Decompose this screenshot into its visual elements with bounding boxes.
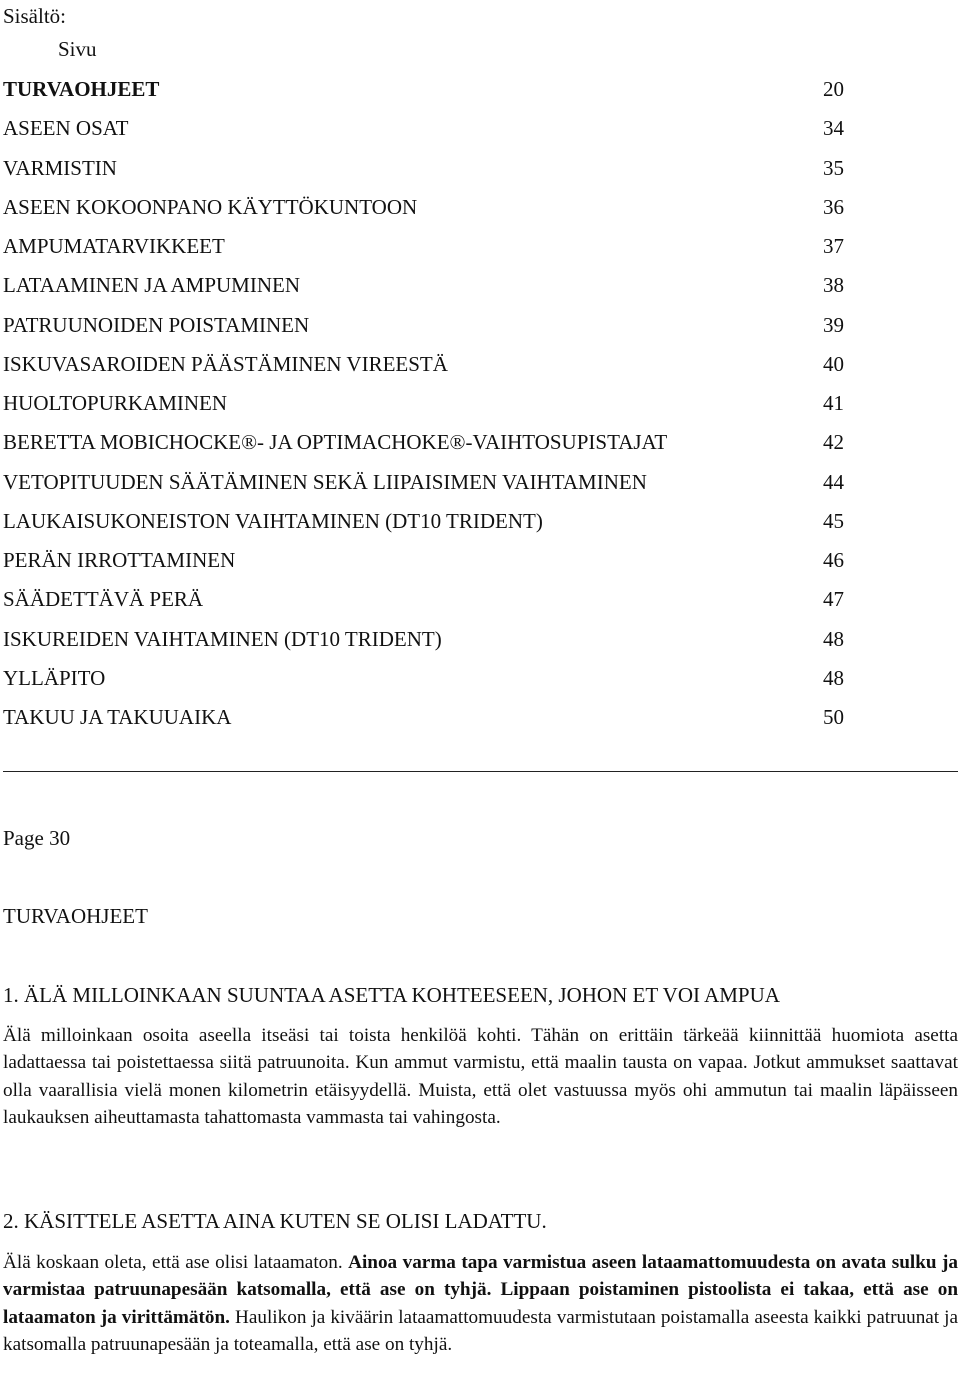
toc-item <box>3 429 853 468</box>
toc-item <box>3 312 853 351</box>
toc-item-page: 47 <box>823 587 844 612</box>
toc-item <box>3 469 853 508</box>
toc-item <box>3 665 853 704</box>
toc-item-title: ASEEN OSAT <box>3 116 129 141</box>
toc-item-title: LAUKAISUKONEISTON VAIHTAMINEN (DT10 TRIDENT) <box>3 508 543 533</box>
toc-item <box>3 547 853 586</box>
toc-item-title: TAKUU JA TAKUUAIKA <box>3 705 232 729</box>
toc-item-page: 34 <box>823 116 844 141</box>
toc-item-page: 42 <box>823 430 844 455</box>
toc-item-title: VARMISTIN <box>3 155 117 180</box>
toc-item <box>3 626 853 665</box>
toc-item <box>3 586 853 625</box>
toc-item <box>3 704 853 743</box>
toc-item <box>3 233 853 272</box>
toc-item-page: 36 <box>823 194 844 219</box>
toc-heading: Sisältö: <box>3 4 67 28</box>
toc-item-page: 48 <box>823 665 844 690</box>
toc-item-page: 50 <box>823 705 844 729</box>
toc-item-page: 40 <box>823 351 844 376</box>
page-marker: Page 30 <box>3 826 71 850</box>
item-2-text-a: Älä koskaan oleta, että ase olisi lataamaton. <box>3 1252 349 1273</box>
toc-item-title: TURVAOHJEET <box>3 77 160 101</box>
page-divider <box>3 771 958 772</box>
item-2-text-c: Haulikon ja kiväärin lataamattomuudesta varmistutaan poistamalla aseesta kaikki patruunat ja katsomalla patruunapesään ja toteamalla, että ase on tyhjä. <box>3 1306 959 1355</box>
toc-item-page: 41 <box>823 391 844 415</box>
toc-item-page: 48 <box>823 626 844 651</box>
item-2-heading: 2. KÄSITTELE ASETTA AINA KUTEN SE OLISI LADATTU. <box>3 1209 547 1233</box>
toc-item-page: 35 <box>823 155 844 180</box>
item-1-heading: 1. ÄLÄ MILLOINKAAN SUUNTAA ASETTA KOHTEESEEN, JOHON ET VOI AMPUA <box>3 983 780 1007</box>
item-1-text: Älä milloinkaan osoita aseella itseäsi tai toista henkilöä kohti. Tähän on erittäin tärkeää kiinnittää huomiota asetta ladattaessa tai poistettaessa siitä patruunoita. Kun ammut varmistu, että maalin tausta on vapaa. Jotkut ammukset saattavat olla vaarallisia vielä monen kilometrin etäisyydellä. Muista, että olet vastuussa myös ohi ammutun tai maalin läpäisseen laukauksen aiheuttamasta tahattomasta vammasta tai vahingosta. <box>3 1025 958 1128</box>
toc-item-page: 39 <box>823 312 844 337</box>
toc-item-title: ISKUREIDEN VAIHTAMINEN (DT10 TRIDENT) <box>3 626 442 651</box>
toc-item-page: 20 <box>823 77 844 101</box>
toc-item-title: SÄÄDETTÄVÄ PERÄ <box>3 587 204 612</box>
toc-item-page: 38 <box>823 273 844 298</box>
toc-item <box>3 155 853 194</box>
toc-item <box>3 194 853 233</box>
toc-item <box>3 115 853 154</box>
toc-item-title: AMPUMATARVIKKEET <box>3 234 225 258</box>
toc-item-title: ISKUVASAROIDEN PÄÄSTÄMINEN VIREESTÄ <box>3 351 448 376</box>
toc-item <box>3 508 853 547</box>
section-title: TURVAOHJEET <box>3 904 148 928</box>
toc-item-page: 37 <box>823 234 844 258</box>
item-2-text <box>3 1249 958 1358</box>
toc-item-title: LATAAMINEN JA AMPUMINEN <box>3 273 300 298</box>
toc-item <box>3 76 853 115</box>
toc-item-title: HUOLTOPURKAMINEN <box>3 391 228 415</box>
toc-item-page: 46 <box>823 548 844 572</box>
toc-item-title: VETOPITUUDEN SÄÄTÄMINEN SEKÄ LIIPAISIMEN VAIHTAMINEN <box>3 469 647 494</box>
toc-item <box>3 351 853 390</box>
toc-item-title: PATRUUNOIDEN POISTAMINEN <box>3 312 310 337</box>
toc-item <box>3 272 853 311</box>
toc-item <box>3 390 853 429</box>
toc-item-title: PERÄN IRROTTAMINEN <box>3 548 236 572</box>
toc-item-title: BERETTA MOBICHOCKE®- JA OPTIMACHOKE®-VAIHTOSUPISTAJAT <box>3 430 668 455</box>
page-column-label: Sivu <box>58 37 97 61</box>
table-of-contents <box>3 76 853 743</box>
toc-item-page: 45 <box>823 508 844 533</box>
item-2-text-bold: Ainoa varma tapa varmistua aseen lataamattomuudesta on avata sulku ja varmistaa patruunapesään katsomalla, että ase on tyhjä. Lippaan poistaminen pistoolista ei takaa, että ase on lataamaton ja virittämätön. <box>3 1252 958 1328</box>
toc-item-title: ASEEN KOKOONPANO KÄYTTÖKUNTOON <box>3 194 418 219</box>
toc-item-page: 44 <box>823 469 844 494</box>
toc-item-title: YLLÄPITO <box>3 665 106 690</box>
